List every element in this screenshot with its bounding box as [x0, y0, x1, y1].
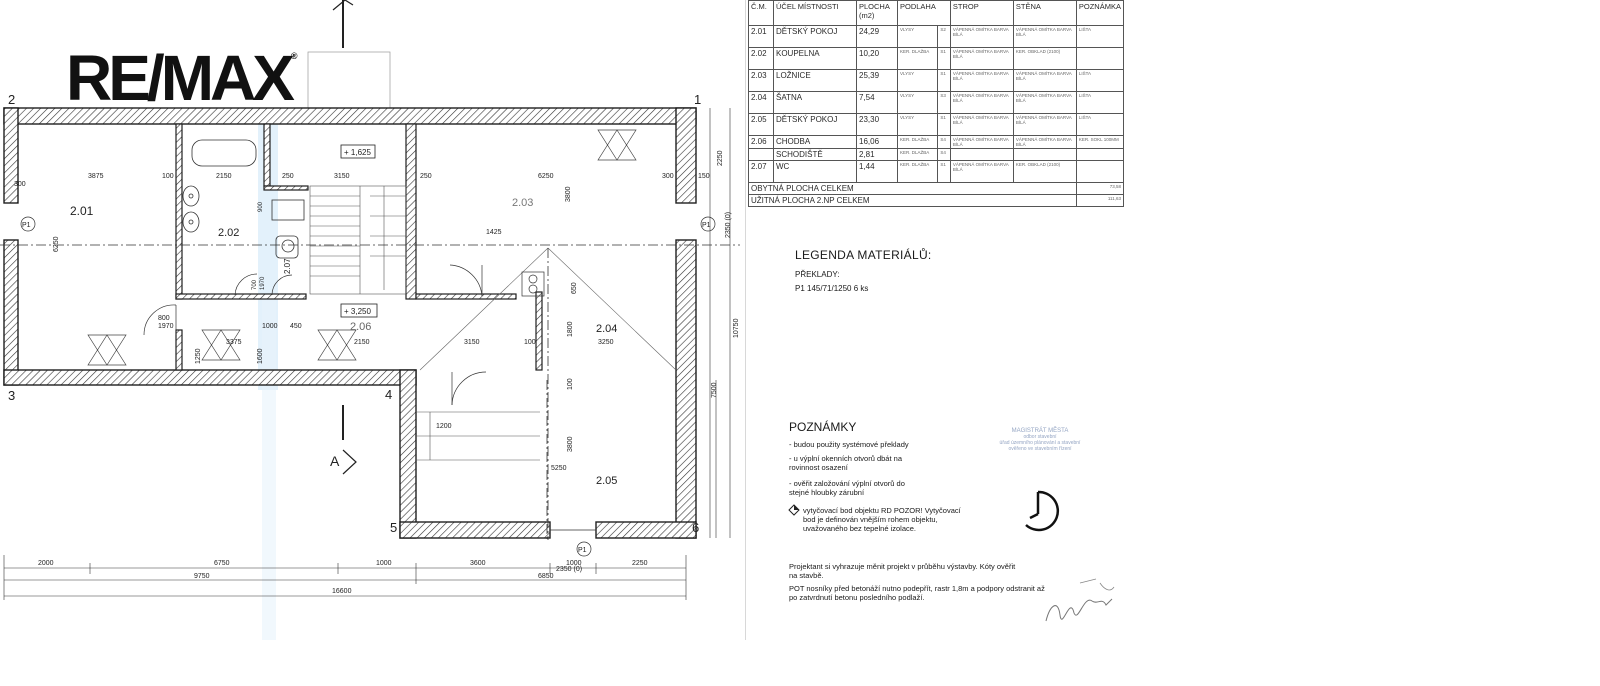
cell-wall: VÁPENNÁ OMÍTKA BARVA BÍLÁ	[1013, 114, 1076, 136]
stamp-line: ověřeno ve stavebním řízení	[1008, 446, 1072, 452]
col-header: ÚČEL MÍSTNOSTI	[774, 1, 857, 26]
dim-bottom: 1000	[566, 560, 582, 567]
roof-element	[308, 52, 390, 110]
dim-inner: 5250	[551, 465, 567, 472]
level-mark: + 1,625	[344, 148, 371, 157]
room-number: 2.06	[350, 321, 372, 333]
dim-bottom: 6850	[538, 573, 554, 580]
cell-floor: VLYSY	[898, 92, 938, 114]
dim-inner: 3150	[464, 339, 480, 346]
dim-top: 250	[282, 173, 294, 180]
cell-wall: VÁPENNÁ OMÍTKA BARVA BÍLÁ	[1013, 92, 1076, 114]
dim-right: 2250	[717, 150, 724, 166]
remax-logo	[66, 42, 298, 114]
corner-label-4: 4	[385, 387, 393, 402]
cell-note	[1076, 149, 1123, 161]
table-row	[749, 114, 1124, 136]
cell-ceiling: VÁPENNÁ OMÍTKA BARVA BÍLÁ	[950, 26, 1013, 48]
dim-inner: 1600	[257, 348, 264, 364]
room-number: 2.05	[596, 475, 618, 487]
table-row	[749, 26, 1124, 48]
corner-label-6: 6	[692, 520, 700, 535]
dim-inner: 650	[571, 282, 578, 294]
cell-floor: VLYSY	[898, 70, 938, 92]
cell-name: LOŽNICE	[774, 70, 857, 92]
dim-inner: 450	[290, 323, 302, 330]
cell-wall	[1013, 149, 1076, 161]
cell-wall: KER. OBKLAD (2100)	[1013, 48, 1076, 70]
corner-label-3: 3	[8, 388, 16, 403]
cell-area: 10,20	[857, 48, 898, 70]
cell-code: S1	[938, 114, 951, 136]
cell-wall: KER. OBKLAD (2100)	[1013, 161, 1076, 183]
north-arrow-icon	[1016, 488, 1062, 534]
cell-no	[749, 149, 774, 161]
table-row	[749, 136, 1124, 149]
note-item: - budou použity systémové překlady	[789, 440, 909, 449]
bathroom-fixtures	[183, 140, 304, 258]
dim-top: 250	[420, 173, 432, 180]
materials-item: P1 145/71/1250 6 ks	[795, 284, 869, 293]
total-usable-label: UŽITNÁ PLOCHA 2.NP CELKEM	[749, 195, 1077, 207]
cell-note: LIŠTA	[1076, 26, 1123, 48]
dim-inner: 2150	[354, 339, 370, 346]
cell-ceiling: VÁPENNÁ OMÍTKA BARVA BÍLÁ	[950, 70, 1013, 92]
setting-out-point-icon	[788, 504, 800, 516]
note-item: - ověřit založování výplní otvorů do stejné hloubky zárubní	[789, 479, 905, 497]
cell-code: S3	[938, 92, 951, 114]
interior-walls	[176, 124, 542, 370]
table-row	[749, 149, 1124, 161]
room-number: 2.04	[596, 323, 618, 335]
table-row	[749, 48, 1124, 70]
registered-mark: ®	[290, 51, 298, 61]
dim-right: 7500	[711, 382, 718, 398]
corner-label-1: 1	[694, 92, 702, 107]
lower-stair	[416, 412, 540, 460]
room-number: 2.03	[512, 197, 534, 209]
signature	[1040, 575, 1120, 630]
dim-top: 6250	[538, 173, 554, 180]
col-header: Č.M.	[749, 1, 774, 26]
dim-top: 3875	[88, 173, 104, 180]
dim-inner: 700	[252, 279, 258, 290]
cell-floor: VLYSY	[898, 26, 938, 48]
cell-name: DĚTSKÝ POKOJ	[774, 114, 857, 136]
room-number: 2.07	[283, 258, 292, 274]
table-row	[749, 161, 1124, 183]
col-header: STĚNA	[1013, 1, 1076, 26]
dim-bottom: 2250	[632, 560, 648, 567]
col-header: STROP	[950, 1, 1013, 26]
cell-note: LIŠTA	[1076, 70, 1123, 92]
cell-note: KER. SOKL 100MM	[1076, 136, 1123, 149]
dim-inner: 3800	[567, 436, 574, 452]
cell-no: 2.03	[749, 70, 774, 92]
note-footer: Projektant si vyhrazuje měnit projekt v průběhu výstavby. Kóty ověřit na stavbě.	[789, 562, 1016, 580]
staircase	[310, 186, 406, 294]
cell-wall: VÁPENNÁ OMÍTKA BARVA BÍLÁ	[1013, 136, 1076, 149]
cell-note: LIŠTA	[1076, 114, 1123, 136]
room-legend-table	[748, 0, 1124, 207]
dim-inner: 1425	[486, 229, 502, 236]
cell-name: KOUPELNA	[774, 48, 857, 70]
cell-note: LIŠTA	[1076, 92, 1123, 114]
dim-inner: 1970	[158, 323, 174, 330]
stamp-title: MAGISTRÁT MĚSTA	[1011, 428, 1069, 434]
dim-right: 2350 (0)	[725, 211, 732, 238]
dim-inner: 100	[567, 378, 574, 390]
cell-ceiling: VÁPENNÁ OMÍTKA BARVA BÍLÁ	[950, 48, 1013, 70]
dim-inner: 6250	[53, 236, 60, 252]
cell-no: 2.02	[749, 48, 774, 70]
cell-code: S1	[938, 70, 951, 92]
level-mark: + 3,250	[344, 307, 371, 316]
cell-ceiling: VÁPENNÁ OMÍTKA BARVA BÍLÁ	[950, 92, 1013, 114]
section-arrow-bottom	[343, 450, 356, 474]
cell-wall: VÁPENNÁ OMÍTKA BARVA BÍLÁ	[1013, 26, 1076, 48]
cell-code: S4	[938, 136, 951, 149]
note-footer: POT nosníky před betonáží nutno podepřít, rastr 1,8m a podpory odstranit až po zatvrdnutí betonu posledního podlaží.	[789, 584, 1045, 602]
cell-no: 2.06	[749, 136, 774, 149]
highlight-strip	[262, 300, 276, 640]
total-usable-row	[749, 195, 1124, 207]
corner-label-5: 5	[390, 520, 398, 535]
cell-floor: VLYSY	[898, 114, 938, 136]
dim-bottom: 9750	[194, 573, 210, 580]
cell-code: S1	[938, 161, 951, 183]
materials-subtitle: PŘEKLADY:	[795, 270, 840, 279]
cell-ceiling: VÁPENNÁ OMÍTKA BARVA BÍLÁ	[950, 161, 1013, 183]
cell-ceiling: VÁPENNÁ OMÍTKA BARVA BÍLÁ	[950, 114, 1013, 136]
lintel-label: P1	[578, 547, 587, 554]
dim-inner: 100	[524, 339, 536, 346]
cell-name: SCHODIŠTĚ	[774, 149, 857, 161]
cell-no: 2.04	[749, 92, 774, 114]
cell-ceiling	[950, 149, 1013, 161]
cell-wall: VÁPENNÁ OMÍTKA BARVA BÍLÁ	[1013, 70, 1076, 92]
cell-no: 2.01	[749, 26, 774, 48]
room-number: 2.02	[218, 227, 240, 239]
dim-inner: 1970	[260, 276, 266, 290]
stamp-line: úřad územního plánování a stavební	[999, 440, 1081, 446]
logo-text: RE/MAX	[66, 42, 291, 114]
dim-bottom: 1000	[376, 560, 392, 567]
axis-lines	[0, 245, 740, 540]
section-label: A	[330, 453, 340, 469]
dim-inner: 1250	[195, 348, 202, 364]
note-item: - u výplní okenních otvorů dbát na rovinnost osazení	[789, 454, 902, 472]
cell-code: S2	[938, 26, 951, 48]
cell-name: ŠATNA	[774, 92, 857, 114]
dim-bottom: 2000	[38, 560, 54, 567]
dim-inner: 3250	[598, 339, 614, 346]
cell-area: 2,81	[857, 149, 898, 161]
cell-ceiling: VÁPENNÁ OMÍTKA BARVA BÍLÁ	[950, 136, 1013, 149]
cell-name: DĚTSKÝ POKOJ	[774, 26, 857, 48]
dim-right: 10750	[733, 318, 740, 338]
cell-code: S4	[938, 149, 951, 161]
total-living-label: OBYTNÁ PLOCHA CELKEM	[749, 183, 1077, 195]
cell-area: 7,54	[857, 92, 898, 114]
dim-bottom: 6750	[214, 560, 230, 567]
dim-bottom: 16600	[332, 588, 352, 595]
official-stamp	[985, 428, 1095, 452]
cell-no: 2.05	[749, 114, 774, 136]
cell-area: 16,06	[857, 136, 898, 149]
lintel-label: P1	[22, 222, 31, 229]
dim-top: 100	[162, 173, 174, 180]
total-living-value: 73,58	[1076, 183, 1123, 195]
dim-top: 2150	[216, 173, 232, 180]
dim-top: 300	[14, 181, 26, 188]
cell-no: 2.07	[749, 161, 774, 183]
room-number: 2.01	[70, 204, 94, 218]
dim-top: 300	[662, 173, 674, 180]
materials-title: LEGENDA MATERIÁLŮ:	[795, 248, 932, 262]
cell-floor: KER. DLAŽBA	[898, 161, 938, 183]
cell-name: WC	[774, 161, 857, 183]
dim-inner: 1000	[262, 323, 278, 330]
note-item: vytyčovací bod objektu RD POZOR! Vytyčovací bod je definován vnějším rohem objektu, uvažovaného bez tepelné izolace.	[803, 506, 961, 533]
dim-inner: 3800	[565, 186, 572, 202]
dim-inner: 3375	[226, 339, 242, 346]
cell-floor: KER. DLAŽBA	[898, 149, 938, 161]
corner-label-2: 2	[8, 92, 16, 107]
total-usable-value: 111,63	[1076, 195, 1123, 207]
cell-area: 23,30	[857, 114, 898, 136]
stamp-line: odbor stavební	[1023, 434, 1057, 440]
table-row	[749, 70, 1124, 92]
table-row	[749, 92, 1124, 114]
cell-area: 25,39	[857, 70, 898, 92]
cell-note	[1076, 48, 1123, 70]
cell-floor: KER. DLAŽBA	[898, 136, 938, 149]
dim-inner: 1800	[567, 321, 574, 337]
cell-floor: KER. DLAŽBA	[898, 48, 938, 70]
dim-inner: 1200	[436, 423, 452, 430]
cell-name: CHODBA	[774, 136, 857, 149]
dim-bottom: 2350 (0)	[556, 566, 583, 573]
cell-area: 24,29	[857, 26, 898, 48]
dim-top: 3150	[334, 173, 350, 180]
dim-top: 150	[698, 173, 710, 180]
total-living-row	[749, 183, 1124, 195]
dim-inner: 900	[258, 201, 264, 212]
col-header: PLOCHA (m2)	[857, 1, 898, 26]
col-header: POZNÁMKA	[1076, 1, 1123, 26]
lintel-label: P1	[702, 222, 711, 229]
dim-bottom: 3600	[470, 560, 486, 567]
col-header: PODLAHA	[898, 1, 951, 26]
dim-inner: 800	[158, 315, 170, 322]
cell-area: 1,44	[857, 161, 898, 183]
cell-code: S1	[938, 48, 951, 70]
cell-note	[1076, 161, 1123, 183]
notes-title: POZNÁMKY	[789, 420, 857, 434]
